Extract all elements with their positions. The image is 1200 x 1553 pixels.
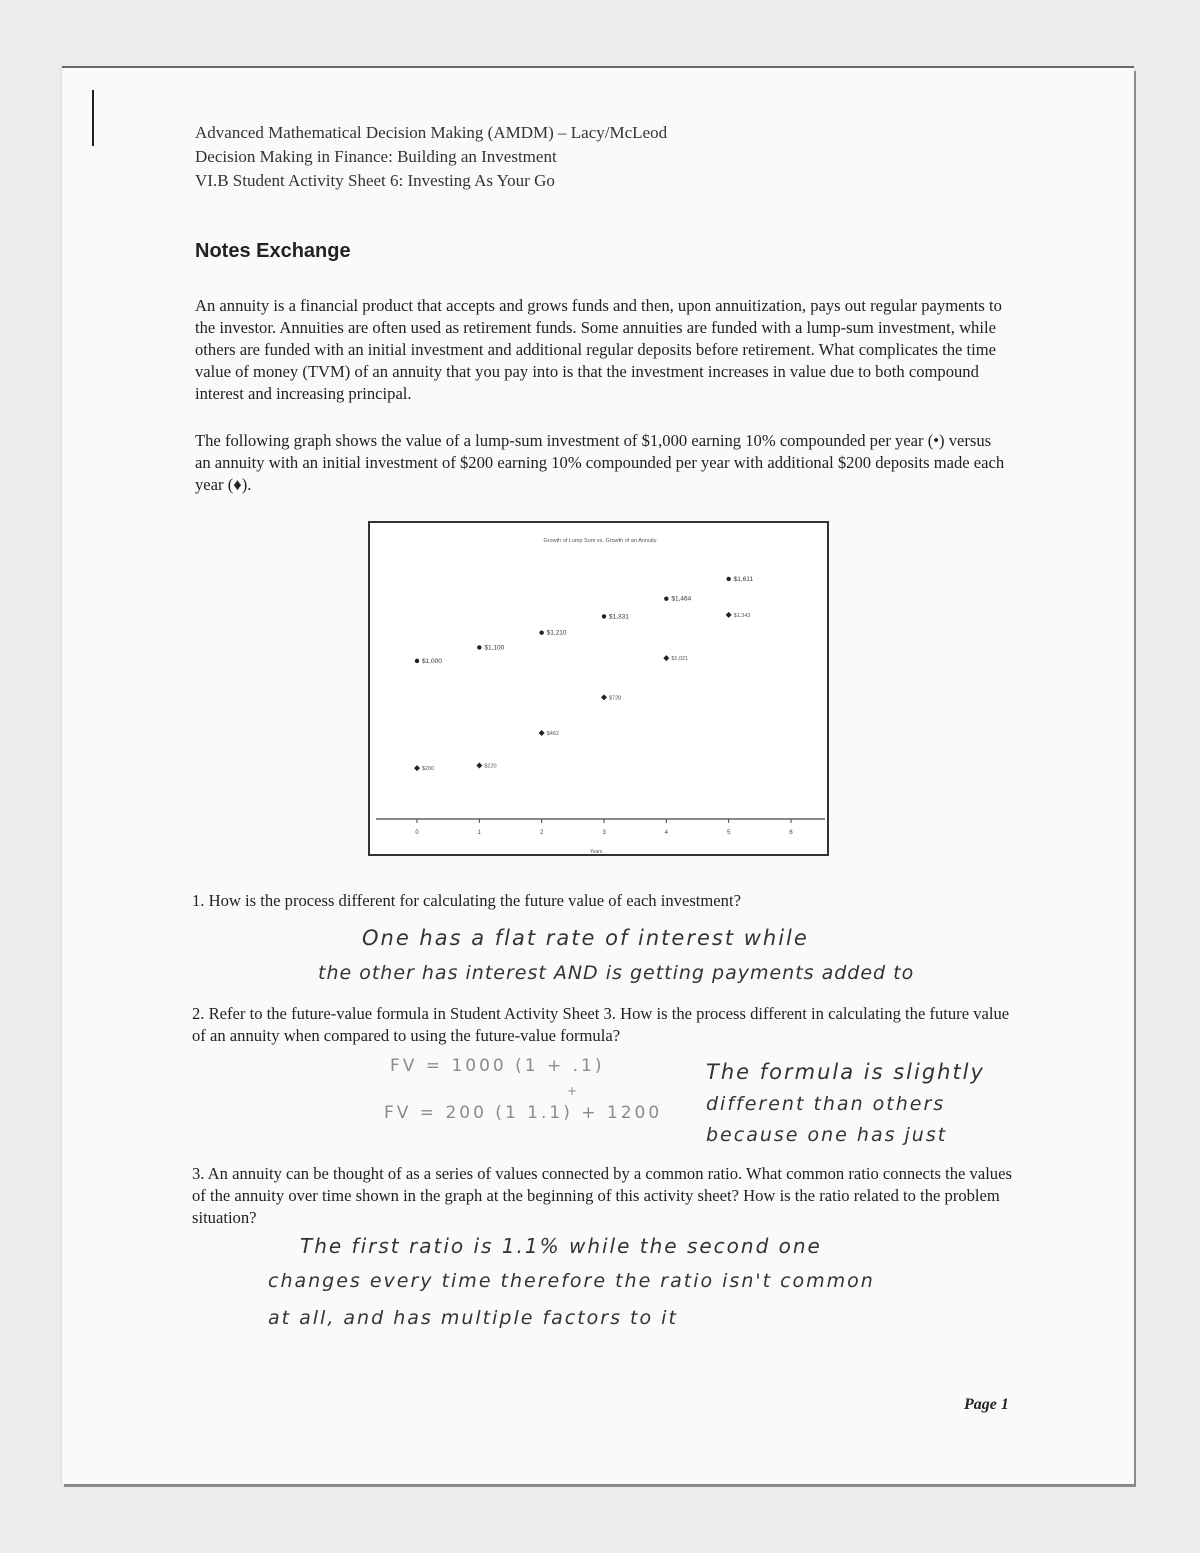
lump-sum-label: $1,000: [422, 657, 442, 665]
page-number: Page 1: [964, 1396, 1009, 1413]
question-3: 3. An annuity can be thought of as a series of values connected by a common ratio. What common ratio connects the values of the annuity over time shown in the graph at the beginning of this activity sheet? How is the ratio related to the problem situation?: [192, 1164, 1012, 1227]
intro-paragraph: An annuity is a financial product that accepts and grows funds and then, upon annuitization, pays out regular payments to the investor. Annuities are often used as retirement funds. Some annuities are funded with a lump-sum investment, while others are funded with an initial investment and additional regular deposits before retirement. What complicates the time value of money (TVM) of an annuity that you pay into is that the investment increases in value due to both compound interest and increasing principal.: [195, 296, 1002, 403]
margin-pen-mark: [92, 90, 94, 146]
graph-intro-paragraph: The following graph shows the value of a lump-sum investment of $1,000 earning 10% compounded per year (•) versus an annuity with an initial investment of $200 earning 10% compounded per year with additional $200 deposits made each year (♦).: [195, 431, 1005, 494]
lump-sum-label: $1,100: [484, 644, 505, 652]
x-tick-label: 6: [789, 830, 793, 836]
annuity-point: [539, 730, 545, 736]
question-2: 2. Refer to the future-value formula in Student Activity Sheet 3. How is the process different in calculating the future value of an annuity when compared to using the future-value formula?: [192, 1004, 1010, 1045]
answer-2-exponent: +: [567, 1084, 581, 1098]
answer-2-text-line-3: because one has just: [706, 1124, 948, 1146]
x-tick-label: 3: [602, 830, 606, 836]
lump-sum-label: $1,210: [546, 629, 567, 637]
annuity-point: [726, 612, 732, 618]
answer-2-text-line-1: The formula is slightly: [706, 1060, 985, 1084]
answer-3-line-1: The first ratio is 1.1% while the second one: [300, 1234, 822, 1258]
x-axis-label: Years: [589, 849, 603, 855]
lump-sum-point: [664, 596, 668, 600]
section-title: Notes Exchange: [195, 240, 351, 262]
x-tick-label: 0: [415, 830, 419, 836]
activity-title: VI.B Student Activity Sheet 6: Investing As Your Go: [195, 171, 555, 190]
answer-3-line-3: at all, and has multiple factors to it: [268, 1307, 678, 1329]
answer-2-text-line-2: different than others: [706, 1093, 946, 1115]
growth-chart: [368, 521, 829, 856]
annuity-label: $462: [546, 731, 559, 738]
chart-title: Growth of Lump Sum vs. Growth of an Annuity: [543, 538, 657, 544]
lump-sum-point: [539, 631, 543, 635]
growth-chart-svg: [370, 523, 831, 858]
annuity-label: $1,343: [733, 612, 751, 619]
answer-3-line-2: changes every time therefore the ratio isn't common: [268, 1270, 875, 1292]
lump-sum-point: [602, 614, 606, 618]
annuity-point: [663, 655, 669, 661]
unit-title: Decision Making in Finance: Building an Investment: [195, 147, 557, 166]
lump-sum-point: [477, 645, 481, 649]
lump-sum-label: $1,464: [671, 595, 692, 603]
annuity-label: $728: [609, 695, 622, 702]
lump-sum-label: $1,331: [609, 613, 629, 621]
annuity-label: $200: [422, 766, 435, 773]
answer-1-line-1: One has a flat rate of interest while: [362, 926, 809, 950]
x-tick-label: 5: [726, 830, 731, 836]
answer-1-line-2: the other has interest AND is getting payments added to: [318, 962, 915, 984]
page-top-edge: [62, 66, 1134, 68]
annuity-label: $1,021: [671, 656, 689, 663]
annuity-point: [414, 765, 420, 771]
x-tick-label: 4: [664, 830, 669, 836]
annuity-point: [476, 762, 482, 768]
lump-sum-point: [726, 577, 730, 581]
question-1: 1. How is the process different for calculating the future value of each investment?: [192, 891, 741, 910]
x-tick-label: 1: [477, 830, 482, 836]
x-tick-label: 2: [539, 830, 544, 836]
annuity-label: $220: [484, 763, 497, 770]
annuity-point: [601, 694, 607, 700]
lump-sum-point: [415, 659, 419, 663]
course-title: Advanced Mathematical Decision Making (AMDM) – Lacy/McLeod: [195, 123, 668, 142]
answer-2-formula-2: FV = 200 (1 1.1) + 1200: [384, 1103, 663, 1123]
lump-sum-label: $1,611: [733, 575, 754, 583]
answer-2-formula-1: FV = 1000 (1 + .1): [390, 1056, 605, 1076]
